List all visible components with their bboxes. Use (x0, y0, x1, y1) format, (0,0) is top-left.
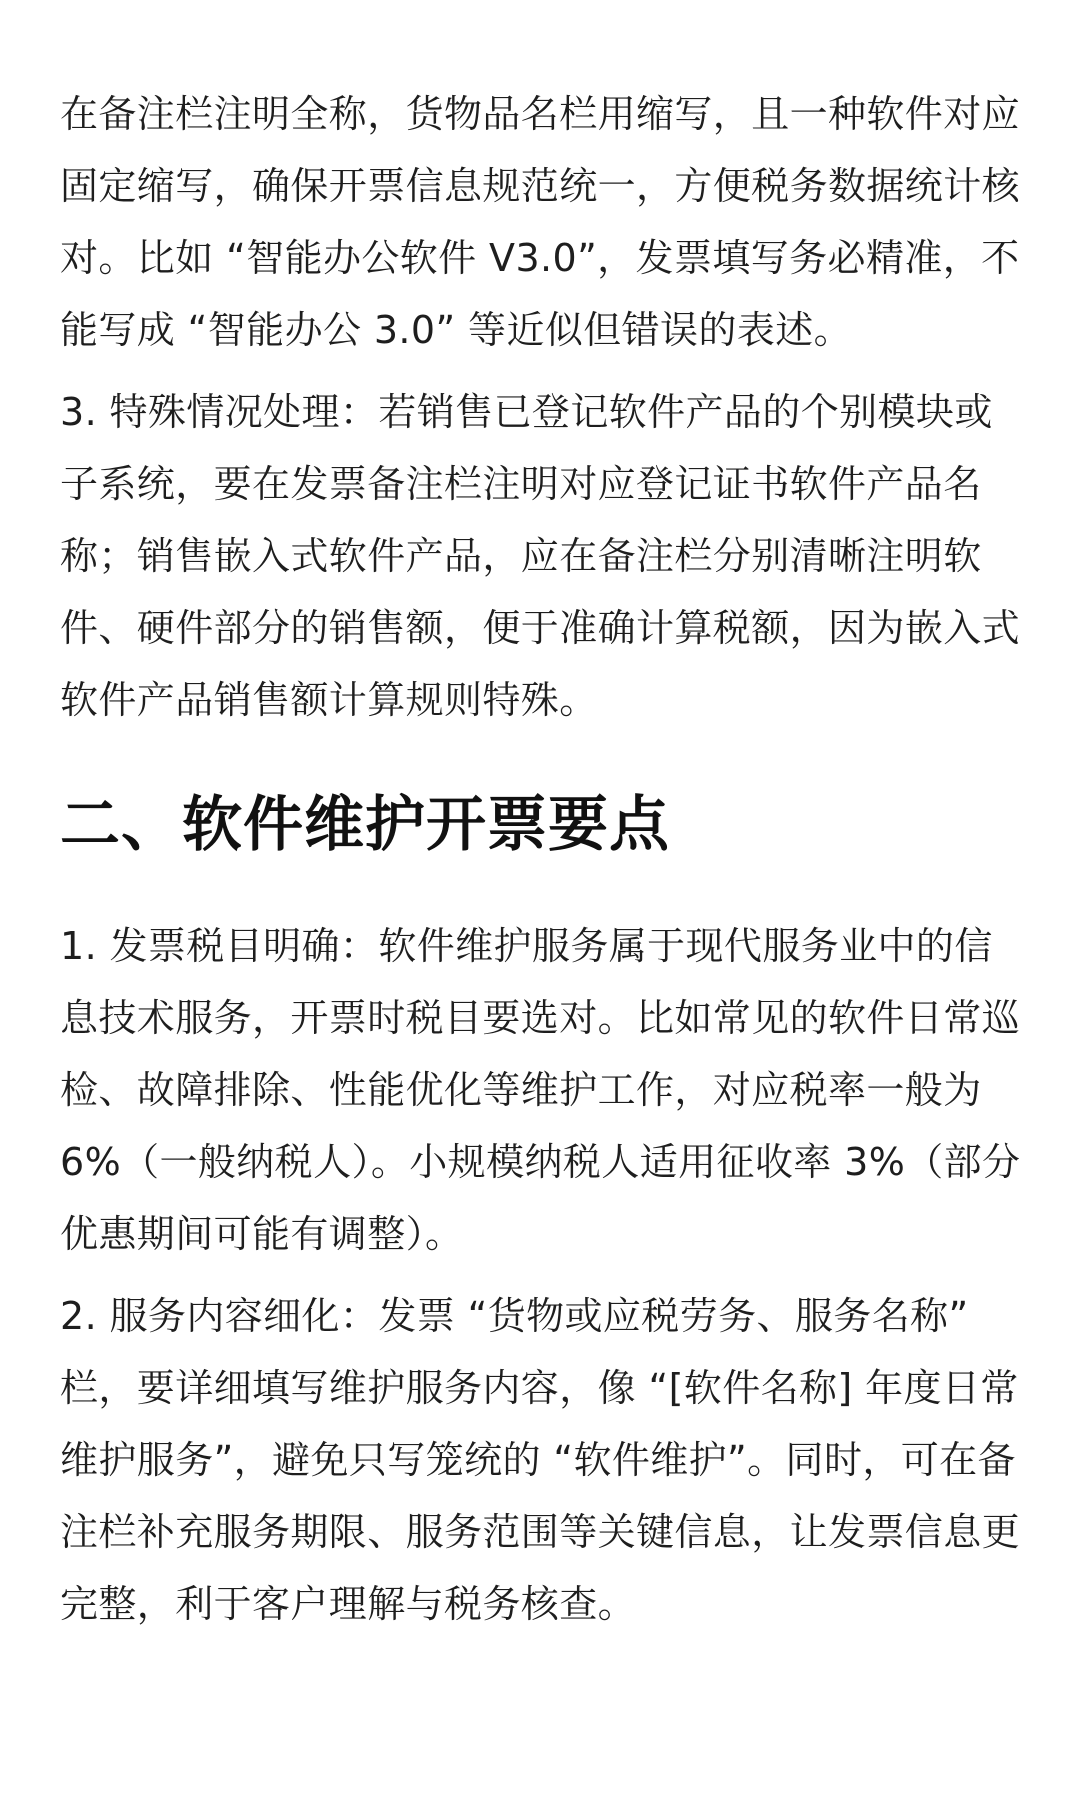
paragraph-tax-item: 1. 发票税目明确：软件维护服务属于现代服务业中的信息技术服务，开票时税目要选对。比如常见的软件日常巡检、故障排除、性能优化等维护工作，对应税率一般为 6%（一般纳税人）。小规模纳税人适用征收率 3%（部分优惠期间可能有调整）。 (60, 924, 1021, 1256)
paragraph-special-cases: 3. 特殊情况处理：若销售已登记软件产品的个别模块或子系统，要在发票备注栏注明对应登记证书软件产品名称；销售嵌入式软件产品，应在备注栏分别清晰注明软件、硬件部分的销售额，便于准确计算税额，因为嵌入式软件产品销售额计算规则特殊。 (60, 390, 1021, 722)
section-heading: 二、软件维护开票要点 (60, 790, 670, 860)
paragraph-service-content: 2. 服务内容细化：发票 “货物或应税劳务、服务名称” 栏，要详细填写维护服务内容，像 “[软件名称] 年度日常维护服务”，避免只写笼统的 “软件维护”。同时，可在备注栏补充服务期限、服务范围等关键信息，让发票信息更完整，利于客户理解与税务核查。 (60, 1294, 1021, 1626)
paragraph-intro: 在备注栏注明全称，货物品名栏用缩写，且一种软件对应固定缩写，确保开票信息规范统一，方便税务数据统计核对。比如 “智能办公软件 V3.0”，发票填写务必精准，不能写成 “智能办公 3.0” 等近似但错误的表述。 (60, 92, 1021, 352)
